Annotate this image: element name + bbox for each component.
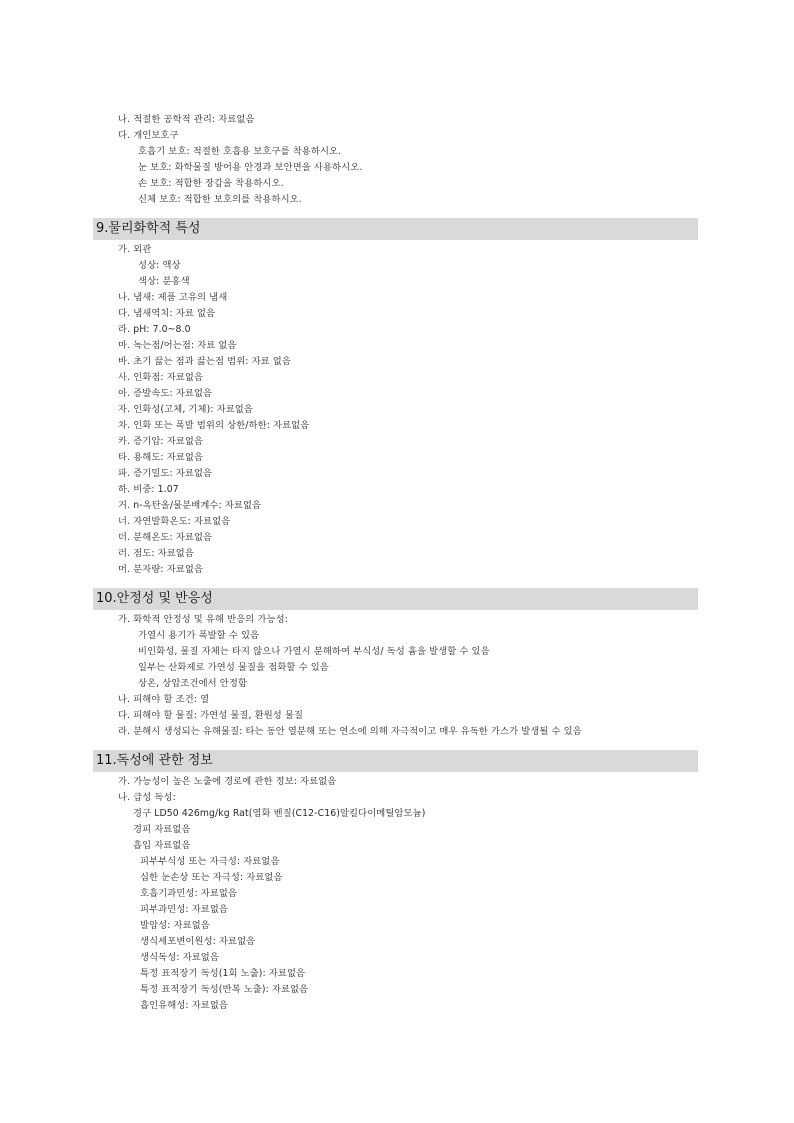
toxicity-item: 호흡기과민성: 자료없음 xyxy=(140,888,238,899)
stability-item: 일부는 산화제로 가연성 물질을 점화할 수 있음 xyxy=(138,662,329,673)
property-item: 나. 냄새: 제품 고유의 냄새 xyxy=(118,292,228,303)
property-item: 파. 증기밀도: 자료없음 xyxy=(118,468,213,479)
section-11-title: 11.독성에 관한 정보 xyxy=(93,750,698,772)
acute-toxicity-item: 흡입 자료없음 xyxy=(133,840,191,851)
toxicity-item: 심한 눈손상 또는 자극성: 자료없음 xyxy=(140,872,283,883)
acute-toxicity-item: 경구 LD50 426mg/kg Rat(염화 벤질(C12-C16)알킬다이메틸암모늄) xyxy=(133,808,426,819)
section-10-title: 10.안정성 및 반응성 xyxy=(93,588,698,610)
reactivity-item: 다. 피해야 할 물질: 가연성 물질, 환원성 물질 xyxy=(118,710,304,721)
stability-heading: 가. 화학적 안정성 및 유해 반응의 가능성: xyxy=(118,614,288,625)
toxicity-item: 특정 표적장기 독성(반복 노출): 자료없음 xyxy=(140,984,309,995)
ppe-item: 호흡기 보호: 적절한 호흡용 보호구를 착용하시오. xyxy=(138,146,342,157)
property-item: 다. 냄새역치: 자료 없음 xyxy=(118,308,216,319)
acute-toxicity-item: 경피 자료없음 xyxy=(133,824,191,835)
exposure-route: 가. 가능성이 높은 노출에 경로에 관한 정보: 자료없음 xyxy=(118,776,337,787)
property-item: 머. 분자량: 자료없음 xyxy=(118,564,204,575)
toxicity-item: 특정 표적장기 독성(1회 노출): 자료없음 xyxy=(140,968,306,979)
toxicity-item: 발암성: 자료없음 xyxy=(140,920,210,931)
reactivity-item: 라. 분해시 생성되는 유해물질: 타는 동안 열분해 또는 연소에 의해 자극적이고 매우 유독한 가스가 발생될 수 있음 xyxy=(118,726,582,737)
appearance-heading: 가. 외관 xyxy=(118,244,152,255)
toxicity-item: 흡인유해성: 자료없음 xyxy=(140,1000,229,1011)
property-item: 차. 인화 또는 폭발 범위의 상한/하한: 자료없음 xyxy=(118,420,310,431)
property-item: 러. 점도: 자료없음 xyxy=(118,548,194,559)
acute-toxicity-heading: 나. 급성 독성: xyxy=(118,792,176,803)
property-item: 자. 인화성(고체, 기체): 자료없음 xyxy=(118,404,253,415)
ppe-item: 신체 보호: 적합한 보호의를 착용하시오. xyxy=(138,194,302,205)
property-item: 더. 분해온도: 자료없음 xyxy=(118,532,213,543)
property-item: 카. 증기압: 자료없음 xyxy=(118,436,204,447)
toxicity-item: 생식독성: 자료없음 xyxy=(140,952,219,963)
stability-item: 비인화성, 물질 자체는 타지 않으나 가열시 분해하여 부식성/ 독성 흄을 발생할 수 있음 xyxy=(138,646,490,657)
toxicity-item: 생식세포변이원성: 자료없음 xyxy=(140,936,256,947)
engineering-controls: 나. 적절한 공학적 관리: 자료없음 xyxy=(118,114,255,125)
stability-item: 상온, 상압조건에서 안정함 xyxy=(138,678,248,689)
property-item: 바. 초기 끓는 점과 끓는점 범위: 자료 없음 xyxy=(118,356,291,367)
document-page xyxy=(0,112,794,1014)
toxicity-item: 피부부식성 또는 자극성: 자료없음 xyxy=(140,856,280,867)
ppe-item: 눈 보호: 화학물질 방어용 안경과 보안면을 사용하시오. xyxy=(138,162,363,173)
appearance-item: 색상: 분홍색 xyxy=(138,276,190,287)
property-item: 마. 녹는점/어는점: 자료 없음 xyxy=(118,340,237,351)
ppe-heading: 다. 개인보호구 xyxy=(118,130,179,141)
property-item: 거. n-옥탄올/물분배계수: 자료없음 xyxy=(118,500,262,511)
ppe-item: 손 보호: 적합한 장갑을 착용하시오. xyxy=(138,178,284,189)
appearance-item: 성상: 액상 xyxy=(138,260,181,271)
property-item: 하. 비중: 1.07 xyxy=(118,484,179,495)
property-item: 라. pH: 7.0~8.0 xyxy=(118,324,191,335)
section-9-title: 9.물리화학적 특성 xyxy=(93,218,698,240)
property-item: 너. 자연발화온도: 자료없음 xyxy=(118,516,231,527)
reactivity-item: 나. 피해야 할 조건: 열 xyxy=(118,694,210,705)
property-item: 사. 인화점: 자료없음 xyxy=(118,372,204,383)
property-item: 타. 용해도: 자료없음 xyxy=(118,452,204,463)
property-item: 아. 증발속도: 자료없음 xyxy=(118,388,213,399)
toxicity-item: 피부과민성: 자료없음 xyxy=(140,904,229,915)
stability-item: 가열시 용기가 폭발할 수 있음 xyxy=(138,630,260,641)
